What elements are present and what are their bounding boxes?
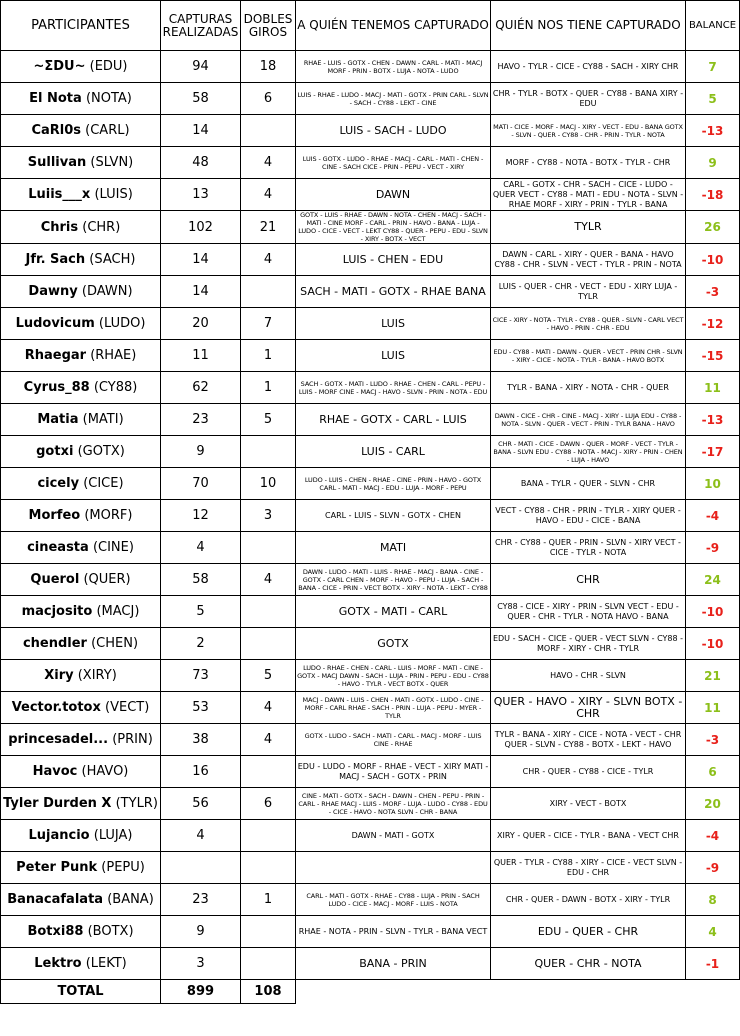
dobles-cell [241, 436, 296, 468]
participant-name: Dawny [28, 284, 78, 299]
capturas-cell: 73 [161, 660, 241, 692]
participant-name: Havoc [32, 764, 78, 779]
balance-cell: -3 [686, 724, 740, 756]
balance-cell: -4 [686, 820, 740, 852]
participant-code: (MORF) [84, 508, 133, 523]
capturas-cell: 14 [161, 115, 241, 147]
participant-name: gotxi [36, 444, 74, 459]
participant-code: (SACH) [89, 252, 136, 267]
balance-cell: 8 [686, 884, 740, 916]
participant-code: (BOTX) [87, 924, 134, 939]
participant-name-cell [1, 211, 161, 244]
participant-code: (CHEN) [91, 636, 139, 651]
tenemos-cell: RHAE - NOTA - PRIN - SLVN - TYLR - BANA VECT [296, 916, 491, 948]
participant-name-cell [1, 820, 161, 852]
total-dobles: 108 [241, 980, 296, 1004]
tiene-cell: HAVO - CHR - SLVN [491, 660, 686, 692]
participant-code: (CARL) [85, 123, 130, 138]
dobles-cell: 6 [241, 83, 296, 115]
table-row [1, 756, 740, 788]
participant-name: Luiis___x [28, 187, 91, 202]
participant-code: (MATI) [82, 412, 124, 427]
participant-name-cell [1, 372, 161, 404]
tenemos-cell: LUIS - CHEN - EDU [296, 244, 491, 276]
participant-code: (CHR) [82, 219, 121, 235]
dobles-cell [241, 948, 296, 980]
tenemos-cell: GOTX - MATI - CARL [296, 596, 491, 628]
tenemos-cell: LUIS - CARL [296, 436, 491, 468]
tiene-cell: TYLR [491, 211, 686, 244]
capturas-cell: 48 [161, 147, 241, 179]
tiene-cell: CARL - GOTX - CHR - SACH - CICE - LUDO - QUER VECT - CY88 - MATI - EDU - NOTA - SLVN - RHAE MORF - XIRY - PRIN - TYLR - BANA [491, 179, 686, 211]
balance-cell: 6 [686, 756, 740, 788]
dobles-cell: 4 [241, 692, 296, 724]
participant-code: (HAVO) [81, 764, 129, 779]
participant-name: ~ΣDU~ [33, 59, 86, 74]
balance-cell: -13 [686, 115, 740, 147]
table-row [1, 628, 740, 660]
participant-name-cell [1, 532, 161, 564]
participant-name: Jfr. Sach [25, 252, 86, 267]
capturas-cell: 4 [161, 820, 241, 852]
balance-cell: -17 [686, 436, 740, 468]
capturas-cell: 102 [161, 211, 241, 244]
dobles-cell: 3 [241, 500, 296, 532]
participant-name: Querol [30, 572, 80, 587]
balance-cell: 5 [686, 83, 740, 115]
balance-cell: 10 [686, 468, 740, 500]
table-row [1, 179, 740, 211]
tenemos-cell: RHAE - LUIS - GOTX - CHEN - DAWN - CARL - MATI - MACJ MORF - PRIN - BOTX - LUJA - NOTA - LUDO [296, 51, 491, 83]
capturas-cell: 13 [161, 179, 241, 211]
table-row [1, 115, 740, 147]
tiene-cell: VECT - CY88 - CHR - PRIN - TYLR - XIRY QUER - HAVO - EDU - CICE - BANA [491, 500, 686, 532]
capturas-cell: 9 [161, 436, 241, 468]
tenemos-cell: MACJ - DAWN - LUIS - CHEN - MATI - GOTX - LUDO - CINE - MORF - CARL RHAE - SACH - PRIN - LUJA - PEPU - MYER - TYLR [296, 692, 491, 724]
participant-code: (LUJA) [93, 828, 133, 843]
capturas-cell: 38 [161, 724, 241, 756]
capturas-cell: 56 [161, 788, 241, 820]
tenemos-cell: LUIS [296, 308, 491, 340]
header-tiene: QUIÉN NOS TIENE CAPTURADO [491, 1, 686, 51]
capturas-cell: 94 [161, 51, 241, 83]
participant-name-cell [1, 83, 161, 115]
participant-code: (EDU) [89, 59, 128, 74]
balance-cell: 26 [686, 211, 740, 244]
participant-code: (BANA) [107, 892, 154, 907]
tiene-cell: MORF - CY88 - NOTA - BOTX - TYLR - CHR [491, 147, 686, 179]
dobles-cell: 10 [241, 468, 296, 500]
dobles-cell [241, 276, 296, 308]
participant-name: El Nota [29, 91, 82, 106]
balance-cell: -12 [686, 308, 740, 340]
table-row [1, 500, 740, 532]
participant-name-cell [1, 756, 161, 788]
dobles-cell: 4 [241, 564, 296, 596]
dobles-cell: 5 [241, 404, 296, 436]
participant-name-cell [1, 884, 161, 916]
participant-name-cell [1, 276, 161, 308]
tiene-cell: EDU - QUER - CHR [491, 916, 686, 948]
dobles-cell: 6 [241, 788, 296, 820]
table-row [1, 532, 740, 564]
tiene-cell: XIRY - QUER - CICE - TYLR - BANA - VECT CHR [491, 820, 686, 852]
total-label: TOTAL [1, 980, 161, 1004]
tiene-cell: QUER - HAVO - XIRY - SLVN BOTX - CHR [491, 692, 686, 724]
dobles-cell [241, 532, 296, 564]
tiene-cell: TYLR - BANA - XIRY - NOTA - CHR - QUER [491, 372, 686, 404]
table-row [1, 211, 740, 244]
table-row [1, 820, 740, 852]
participant-name: Banacafalata [7, 892, 104, 907]
header-row [1, 1, 740, 51]
table-row [1, 244, 740, 276]
dobles-cell [241, 596, 296, 628]
tiene-cell: QUER - CHR - NOTA [491, 948, 686, 980]
participant-name-cell [1, 179, 161, 211]
dobles-cell: 21 [241, 211, 296, 244]
balance-cell: -9 [686, 852, 740, 884]
dobles-cell: 1 [241, 340, 296, 372]
dobles-cell: 4 [241, 724, 296, 756]
tenemos-cell: DAWN - LUDO - MATI - LUIS - RHAE - MACJ - BANA - CINE - GOTX - CARL CHEN - MORF - HAVO - PEPU - LUJA - SACH - BANA - CICE - PRIN - VECT BOTX - XIRY - NOTA - LEKT - CY88 [296, 564, 491, 596]
participant-name-cell [1, 500, 161, 532]
balance-cell: 21 [686, 660, 740, 692]
capturas-cell: 70 [161, 468, 241, 500]
participant-name-cell [1, 692, 161, 724]
balance-cell: -15 [686, 340, 740, 372]
table-row [1, 916, 740, 948]
capturas-cell: 9 [161, 916, 241, 948]
capturas-cell: 23 [161, 404, 241, 436]
dobles-cell: 4 [241, 147, 296, 179]
participant-code: (TYLR) [115, 796, 158, 811]
participant-code: (NOTA) [85, 91, 132, 106]
participant-name: Peter Punk [16, 860, 98, 875]
balance-cell: -3 [686, 276, 740, 308]
participant-name-cell [1, 788, 161, 820]
tiene-cell: QUER - TYLR - CY88 - XIRY - CICE - VECT SLVN - EDU - CHR [491, 852, 686, 884]
participant-name: Matia [37, 412, 79, 427]
table-row [1, 852, 740, 884]
capturas-cell: 20 [161, 308, 241, 340]
dobles-cell [241, 628, 296, 660]
balance-cell: 20 [686, 788, 740, 820]
balance-cell: -1 [686, 948, 740, 980]
participant-name: chendler [22, 636, 87, 651]
total-capturas: 899 [161, 980, 241, 1004]
tiene-cell: DAWN - CICE - CHR - CINE - MACJ - XIRY - LUJA EDU - CY88 - NOTA - SLVN - QUER - VECT - PRIN - TYLR BANA - HAVO [491, 404, 686, 436]
participant-name-cell [1, 340, 161, 372]
capturas-cell: 16 [161, 756, 241, 788]
table-row [1, 404, 740, 436]
table-row [1, 788, 740, 820]
participant-name: Botxi88 [27, 924, 84, 939]
table-row [1, 436, 740, 468]
table-row [1, 276, 740, 308]
tiene-cell: XIRY - VECT - BOTX [491, 788, 686, 820]
capturas-cell: 23 [161, 884, 241, 916]
capturas-cell: 12 [161, 500, 241, 532]
tenemos-cell: DAWN [296, 179, 491, 211]
table-row [1, 147, 740, 179]
tiene-cell: DAWN - CARL - XIRY - QUER - BANA - HAVO CY88 - CHR - SLVN - VECT - TYLR - PRIN - NOTA [491, 244, 686, 276]
capturas-cell: 58 [161, 83, 241, 115]
tiene-cell: TYLR - BANA - XIRY - CICE - NOTA - VECT - CHR QUER - SLVN - CY88 - BOTX - LEKT - HAVO [491, 724, 686, 756]
dobles-cell: 1 [241, 884, 296, 916]
participant-code: (CINE) [92, 540, 134, 555]
balance-cell: 11 [686, 372, 740, 404]
table-row [1, 468, 740, 500]
tenemos-cell: MATI [296, 532, 491, 564]
tiene-cell: CHR - QUER - DAWN - BOTX - XIRY - TYLR [491, 884, 686, 916]
participant-name-cell [1, 564, 161, 596]
participant-name-cell [1, 244, 161, 276]
capturas-cell: 53 [161, 692, 241, 724]
capturas-cell: 62 [161, 372, 241, 404]
balance-cell: -18 [686, 179, 740, 211]
balance-cell: 9 [686, 147, 740, 179]
table-row [1, 692, 740, 724]
participant-code: (LUDO) [98, 316, 146, 331]
capturas-cell [161, 852, 241, 884]
dobles-cell: 7 [241, 308, 296, 340]
balance-cell: -10 [686, 596, 740, 628]
participant-name-cell [1, 916, 161, 948]
participant-name-cell [1, 51, 161, 83]
dobles-cell: 4 [241, 179, 296, 211]
participant-name: Rhaegar [24, 348, 87, 363]
balance-cell: -10 [686, 628, 740, 660]
tenemos-cell: CARL - LUIS - SLVN - GOTX - CHEN [296, 500, 491, 532]
participant-code: (PEPU) [101, 860, 145, 875]
participant-name-cell [1, 115, 161, 147]
tiene-cell: CHR - MATI - CICE - DAWN - QUER - MORF - VECT - TYLR - BANA - SLVN EDU - CY88 - NOTA - MACJ - XIRY - PRIN - CHEN - LUJA - HAVO [491, 436, 686, 468]
header-tenemos: A QUIÉN TENEMOS CAPTURADO [296, 1, 491, 51]
participant-name-cell [1, 468, 161, 500]
table-row [1, 83, 740, 115]
capturas-cell: 14 [161, 276, 241, 308]
tiene-cell: CICE - XIRY - NOTA - TYLR - CY88 - QUER - SLVN - CARL VECT - HAVO - PRIN - CHR - EDU [491, 308, 686, 340]
balance-cell: -10 [686, 244, 740, 276]
tenemos-cell: SACH - GOTX - MATI - LUDO - RHAE - CHEN - CARL - PEPU - LUIS - MORF CINE - MACJ - HAVO - SLVN - PRIN - NOTA - EDU [296, 372, 491, 404]
tenemos-cell: LUIS - SACH - LUDO [296, 115, 491, 147]
participant-code: (RHAE) [90, 348, 137, 363]
tenemos-cell: LUIS - RHAE - LUDO - MACJ - MATI - GOTX - PRIN CARL - SLVN - SACH - CY88 - LEKT - CINE [296, 83, 491, 115]
tenemos-cell: EDU - LUDO - MORF - RHAE - VECT - XIRY MATI - MACJ - SACH - GOTX - PRIN [296, 756, 491, 788]
dobles-cell [241, 115, 296, 147]
dobles-cell [241, 916, 296, 948]
balance-cell: -9 [686, 532, 740, 564]
participant-code: (PRIN) [112, 732, 153, 747]
tenemos-cell: BANA - PRIN [296, 948, 491, 980]
tenemos-cell [296, 852, 491, 884]
table-row [1, 308, 740, 340]
participant-name-cell [1, 404, 161, 436]
participant-name: cicely [37, 476, 80, 491]
participant-code: (XIRY) [77, 668, 117, 683]
participant-code: (CY88) [93, 380, 138, 395]
capturas-cell: 3 [161, 948, 241, 980]
balance-cell: 7 [686, 51, 740, 83]
dobles-cell [241, 852, 296, 884]
balance-cell: -4 [686, 500, 740, 532]
participant-code: (LEKT) [85, 956, 127, 971]
participant-name-cell [1, 724, 161, 756]
tiene-cell: HAVO - TYLR - CICE - CY88 - SACH - XIRY CHR [491, 51, 686, 83]
table-row [1, 340, 740, 372]
header-balance: BALANCE [686, 1, 740, 51]
participant-code: (GOTX) [77, 444, 125, 459]
capturas-cell: 5 [161, 596, 241, 628]
dobles-cell [241, 756, 296, 788]
tenemos-cell: LUDO - LUIS - CHEN - RHAE - CINE - PRIN - HAVO - GOTX CARL - MATI - MACJ - EDU - LUJA - MORF - PEPU [296, 468, 491, 500]
tiene-cell: CHR [491, 564, 686, 596]
participant-name-cell [1, 436, 161, 468]
tiene-cell: CHR - QUER - CY88 - CICE - TYLR [491, 756, 686, 788]
participant-code: (CICE) [83, 476, 124, 491]
dobles-cell: 5 [241, 660, 296, 692]
participant-code: (MACJ) [96, 604, 140, 619]
participant-code: (LUIS) [94, 187, 133, 202]
participant-code: (DAWN) [81, 284, 133, 299]
balance-cell: -13 [686, 404, 740, 436]
participant-name: Sullivan [27, 155, 87, 170]
tenemos-cell: GOTX [296, 628, 491, 660]
participant-name: Tyler Durden X [3, 796, 112, 811]
tenemos-cell: GOTX - LUDO - SACH - MATI - CARL - MACJ - MORF - LUIS CINE - RHAE [296, 724, 491, 756]
participant-name: Lujancio [28, 828, 90, 843]
dobles-cell: 18 [241, 51, 296, 83]
participant-name: Lektro [34, 956, 82, 971]
table-row [1, 884, 740, 916]
participant-code: (SLVN) [90, 155, 134, 170]
table-row [1, 51, 740, 83]
tenemos-cell: DAWN - MATI - GOTX [296, 820, 491, 852]
header-participantes: PARTICIPANTES [1, 1, 161, 51]
balance-cell: 24 [686, 564, 740, 596]
capturas-cell: 14 [161, 244, 241, 276]
tiene-cell: BANA - TYLR - QUER - SLVN - CHR [491, 468, 686, 500]
participant-name: Ludovicum [15, 316, 95, 331]
participant-name: princesadel... [8, 732, 109, 747]
tenemos-cell: CARL - MATI - GOTX - RHAE - CY88 - LUJA - PRIN - SACH LUDO - CICE - MACJ - MORF - LUIS - NOTA [296, 884, 491, 916]
tenemos-cell: LUDO - RHAE - CHEN - CARL - LUIS - MORF - MATI - CINE - GOTX - MACJ DAWN - SACH - LUJA - PRIN - PEPU - EDU - CY88 - HAVO - TYLR - VECT BOTX - QUER [296, 660, 491, 692]
tiene-cell: EDU - CY88 - MATI - DAWN - QUER - VECT - PRIN CHR - SLVN - XIRY - CICE - NOTA - TYLR - BANA - HAVO BOTX [491, 340, 686, 372]
tiene-cell: CHR - TYLR - BOTX - QUER - CY88 - BANA XIRY - EDU [491, 83, 686, 115]
participant-name-cell [1, 628, 161, 660]
participant-name-cell [1, 596, 161, 628]
tenemos-cell: LUIS - GOTX - LUDO - RHAE - MACJ - CARL - MATI - CHEN - CINE - SACH CICE - PRIN - PEPU - VECT - XIRY [296, 147, 491, 179]
participant-name: Cyrus_88 [23, 380, 90, 395]
tenemos-cell: SACH - MATI - GOTX - RHAE BANA [296, 276, 491, 308]
table-row [1, 372, 740, 404]
capturas-cell: 2 [161, 628, 241, 660]
table-row [1, 596, 740, 628]
participant-name-cell [1, 308, 161, 340]
tiene-cell: LUIS - QUER - CHR - VECT - EDU - XIRY LUJA - TYLR [491, 276, 686, 308]
participant-name: Morfeo [28, 508, 81, 523]
dobles-cell: 4 [241, 244, 296, 276]
table-row [1, 564, 740, 596]
participant-name-cell [1, 852, 161, 884]
header-capturas: CAPTURAS REALIZADAS [161, 1, 241, 51]
table-row [1, 724, 740, 756]
tenemos-cell: LUIS [296, 340, 491, 372]
tiene-cell: CHR - CY88 - QUER - PRIN - SLVN - XIRY VECT - CICE - TYLR - NOTA [491, 532, 686, 564]
dobles-cell: 1 [241, 372, 296, 404]
tiene-cell: MATI - CICE - MORF - MACJ - XIRY - VECT - EDU - BANA GOTX - SLVN - QUER - CY88 - CHR - PRIN - TYLR - NOTA [491, 115, 686, 147]
participant-code: (QUER) [83, 572, 131, 587]
participant-name: Chris [40, 219, 79, 235]
table-row [1, 948, 740, 980]
tenemos-cell: GOTX - LUIS - RHAE - DAWN - NOTA - CHEN - MACJ - SACH - MATI - CINE MORF - CARL - PRIN - HAVO - BANA - LUJA - LUDO - CICE - VECT - LEKT CY88 - QUER - PEPU - EDU - SLVN - XIRY - BOTX - VECT [296, 211, 491, 244]
tiene-cell: EDU - SACH - CICE - QUER - VECT SLVN - CY88 - MORF - XIRY - CHR - TYLR [491, 628, 686, 660]
participant-name: CaRl0s [31, 123, 82, 138]
participant-name: Xiry [44, 668, 74, 683]
balance-cell: 4 [686, 916, 740, 948]
tiene-cell: CY88 - CICE - XIRY - PRIN - SLVN VECT - EDU - QUER - CHR - TYLR - NOTA HAVO - BANA [491, 596, 686, 628]
tenemos-cell: CINE - MATI - GOTX - SACH - DAWN - CHEN - PEPU - PRIN - CARL - RHAE MACJ - LUIS - MORF - LUJA - LUDO - CY88 - EDU - CICE - HAVO - NOTA SLVN - CHR - BANA [296, 788, 491, 820]
dobles-cell [241, 820, 296, 852]
participant-name: Vector.totox [11, 700, 101, 715]
total-row [1, 980, 740, 1004]
participant-name-cell [1, 660, 161, 692]
capturas-cell: 11 [161, 340, 241, 372]
header-dobles: DOBLES GIROS [241, 1, 296, 51]
capturas-cell: 58 [161, 564, 241, 596]
table-row [1, 660, 740, 692]
participant-name-cell [1, 948, 161, 980]
balance-cell: 11 [686, 692, 740, 724]
participant-name-cell [1, 147, 161, 179]
participant-name: macjosito [21, 604, 93, 619]
participant-name: cineasta [27, 540, 89, 555]
tenemos-cell: RHAE - GOTX - CARL - LUIS [296, 404, 491, 436]
capturas-cell: 4 [161, 532, 241, 564]
total-empty [296, 980, 740, 1004]
participant-code: (VECT) [105, 700, 150, 715]
